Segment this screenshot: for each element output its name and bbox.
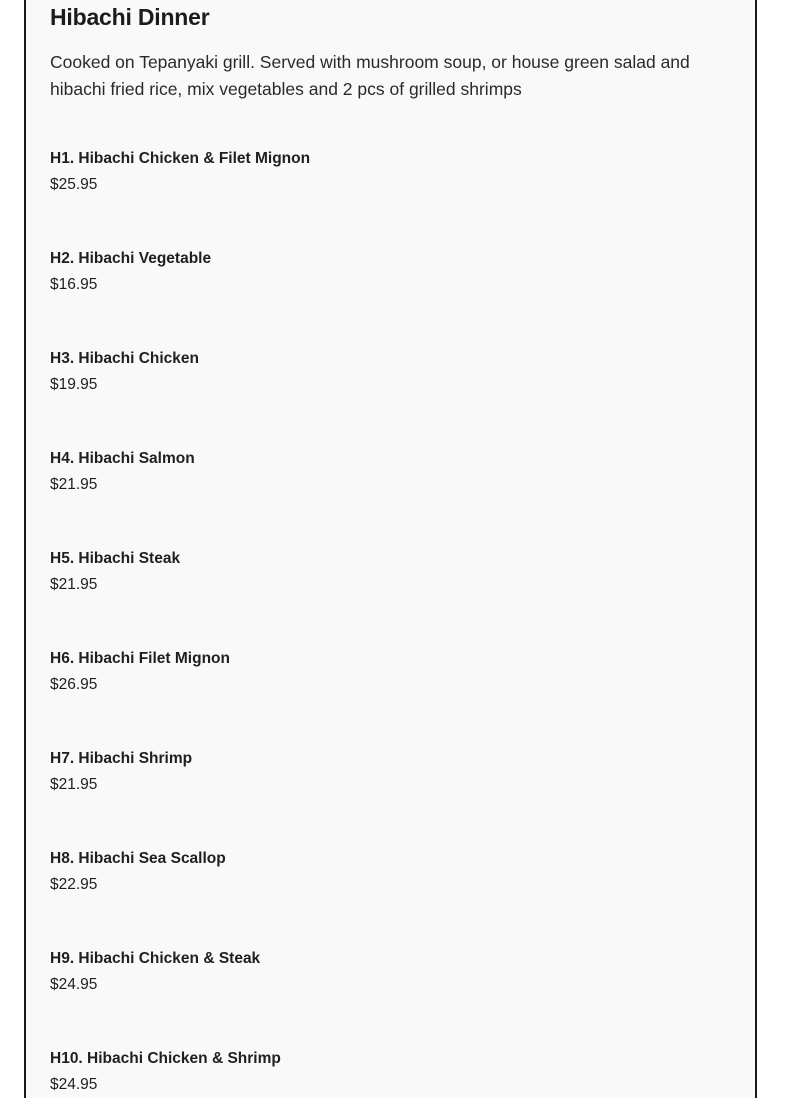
- menu-item-price: $21.95: [50, 476, 98, 493]
- menu-item-h4[interactable]: [50, 449, 710, 495]
- menu-item-h7[interactable]: [50, 749, 710, 795]
- menu-item-h1[interactable]: [50, 149, 710, 195]
- menu-item-price: $21.95: [50, 576, 98, 593]
- menu-item-name: H6. Hibachi Filet Mignon: [50, 650, 230, 667]
- menu-item-price: $24.95: [50, 1076, 98, 1093]
- menu-item-price: $22.95: [50, 876, 98, 893]
- menu-item-price: $21.95: [50, 776, 98, 793]
- menu-item-name: H2. Hibachi Vegetable: [50, 250, 212, 267]
- menu-section-panel: [24, 0, 757, 1098]
- menu-item-price: $19.95: [50, 376, 98, 393]
- menu-item-name: H3. Hibachi Chicken: [50, 350, 200, 367]
- menu-item-h6[interactable]: [50, 649, 710, 695]
- menu-item-h8[interactable]: [50, 849, 710, 895]
- menu-item-name: H4. Hibachi Salmon: [50, 450, 195, 467]
- section-description: Cooked on Tepanyaki grill. Served with mushroom soup, or house green salad and hibachi fried rice, mix vegetables and 2 pcs of grilled shrimps: [50, 52, 690, 99]
- menu-item-name: H10. Hibachi Chicken & Shrimp: [50, 1050, 281, 1067]
- menu-item-price: $16.95: [50, 276, 98, 293]
- menu-item-h10[interactable]: [50, 1049, 710, 1095]
- menu-item-name: H1. Hibachi Chicken & Filet Mignon: [50, 150, 311, 167]
- menu-item-price: $26.95: [50, 676, 98, 693]
- menu-item-h2[interactable]: [50, 249, 710, 295]
- menu-item-name: H7. Hibachi Shrimp: [50, 750, 193, 767]
- menu-item-h9[interactable]: [50, 949, 710, 995]
- menu-item-h3[interactable]: [50, 349, 710, 395]
- menu-item-price: $25.95: [50, 176, 98, 193]
- menu-item-name: H5. Hibachi Steak: [50, 550, 181, 567]
- menu-item-name: H9. Hibachi Chicken & Steak: [50, 950, 261, 967]
- menu-item-price: $24.95: [50, 976, 98, 993]
- menu-item-h5[interactable]: [50, 549, 710, 595]
- menu-item-name: H8. Hibachi Sea Scallop: [50, 850, 226, 867]
- section-title: Hibachi Dinner: [50, 4, 210, 30]
